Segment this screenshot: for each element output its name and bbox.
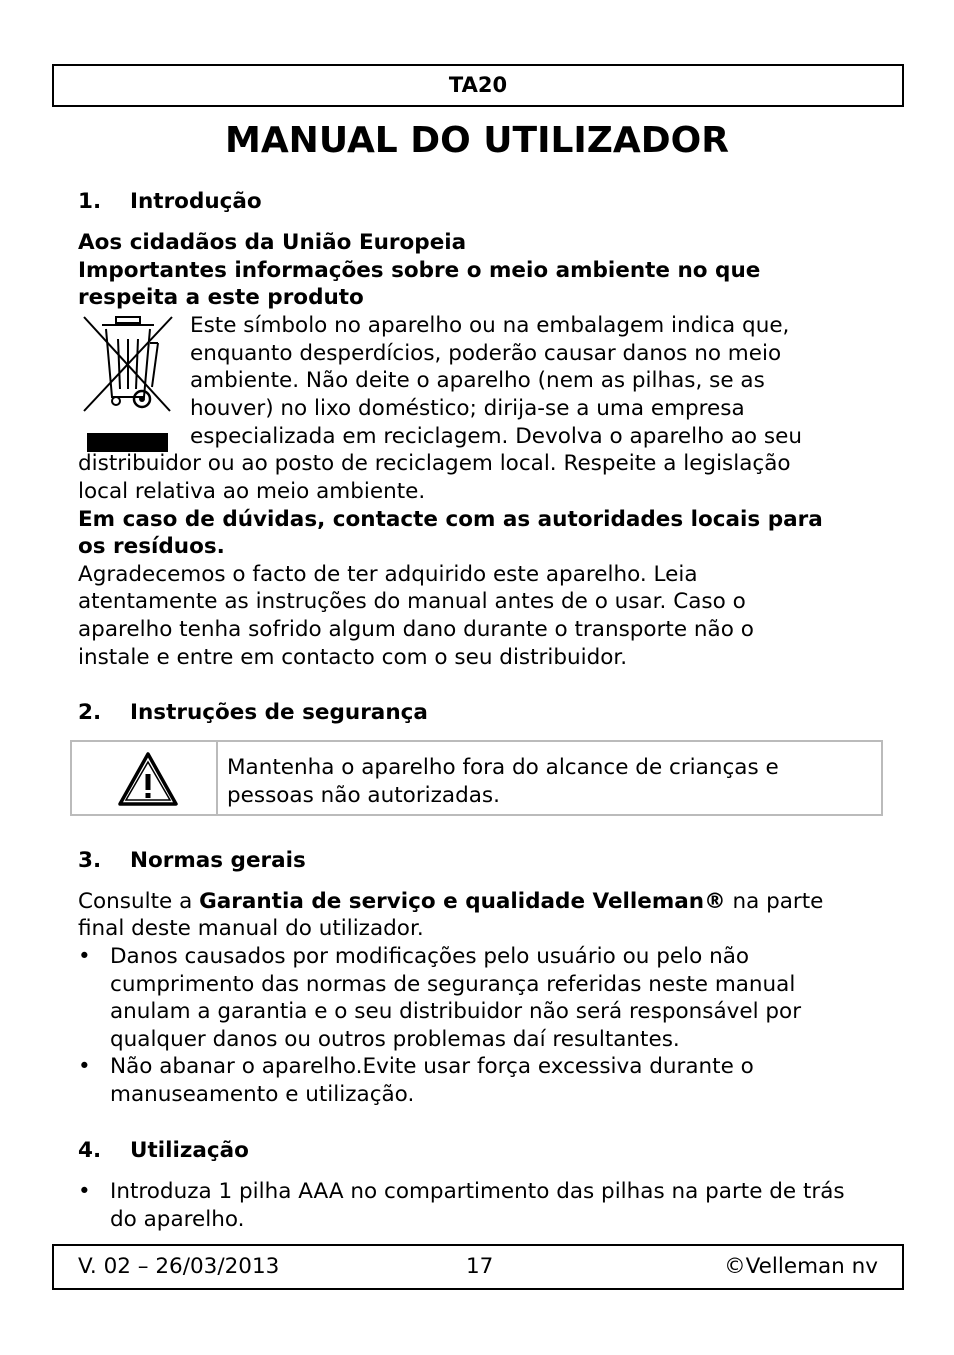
model-header <box>52 64 904 107</box>
warranty-reference-line2: final deste manual do utilizador. <box>78 916 424 941</box>
weee-text-line: Este símbolo no aparelho ou na embalagem indica que, <box>190 313 790 338</box>
list-item: • Danos causados por modificações pelo usuário ou pelo não cumprimento das normas de segurança referidas neste manual anulam a garantia e o seu distribuidor não será responsável por qualquer danos ou outros problemas daí resultantes. <box>78 943 858 1053</box>
thanks-text-line: instale e entre em contacto com o seu distribuidor. <box>78 645 628 670</box>
thanks-text-line: aparelho tenha sofrido algum dano durante o transporte não o <box>78 617 754 642</box>
page-number: 17 <box>466 1254 494 1279</box>
list-item: • Introduza 1 pilha AAA no compartimento das pilhas na parte de trás do aparelho. <box>78 1178 858 1233</box>
weee-text-line: local relativa ao meio ambiente. <box>78 479 426 504</box>
page-title: MANUAL DO UTILIZADOR <box>225 120 729 161</box>
usage-bullets <box>78 1178 858 1233</box>
weee-bin-icon <box>80 313 176 413</box>
eu-heading: Aos cidadãos da União Europeia <box>78 230 467 255</box>
section-heading-intro: 1. Introdução <box>78 189 262 214</box>
doubts-notice-line2: os resíduos. <box>78 534 225 559</box>
list-item: • Não abanar o aparelho.Evite usar força excessiva durante o manuseamento e utilização. <box>78 1053 858 1108</box>
thanks-text-line: Agradecemos o facto de ter adquirido este aparelho. Leia <box>78 562 698 587</box>
section-heading-general: 3. Normas gerais <box>78 848 306 873</box>
thanks-text-line: atentamente as instruções do manual antes de o usar. Caso o <box>78 589 746 614</box>
general-bullets <box>78 943 858 1109</box>
doubts-notice-line1: Em caso de dúvidas, contacte com as autoridades locais para <box>78 507 823 532</box>
weee-text-line: especializada em reciclagem. Devolva o aparelho ao seu <box>190 424 802 449</box>
warranty-reference: Consulte a Garantia de serviço e qualidade Velleman® na parte <box>78 889 824 914</box>
warning-triangle-icon <box>72 742 218 814</box>
env-heading-line2: respeita a este produto <box>78 285 364 310</box>
weee-text-line: houver) no lixo doméstico; dirija-se a uma empresa <box>190 396 745 421</box>
page-footer <box>52 1244 904 1290</box>
section-heading-safety: 2. Instruções de segurança <box>78 700 428 725</box>
weee-text-line: distribuidor ou ao posto de reciclagem local. Respeite a legislação <box>78 451 791 476</box>
weee-text-line: enquanto desperdícios, poderão causar danos no meio <box>190 341 782 366</box>
weee-text-line: ambiente. Não deite o aparelho (nem as pilhas, se as <box>190 368 765 393</box>
warning-cell <box>72 742 218 814</box>
model-name: TA20 <box>448 73 508 97</box>
safety-warning-text: Mantenha o aparelho fora do alcance de crianças e pessoas não autorizadas. <box>227 755 779 808</box>
safety-warning-table <box>70 740 883 816</box>
section-heading-usage: 4. Utilização <box>78 1138 249 1163</box>
copyright: ©Velleman nv <box>724 1254 878 1279</box>
env-heading-line1: Importantes informações sobre o meio ambiente no que <box>78 258 761 283</box>
version-date: V. 02 – 26/03/2013 <box>78 1254 280 1279</box>
